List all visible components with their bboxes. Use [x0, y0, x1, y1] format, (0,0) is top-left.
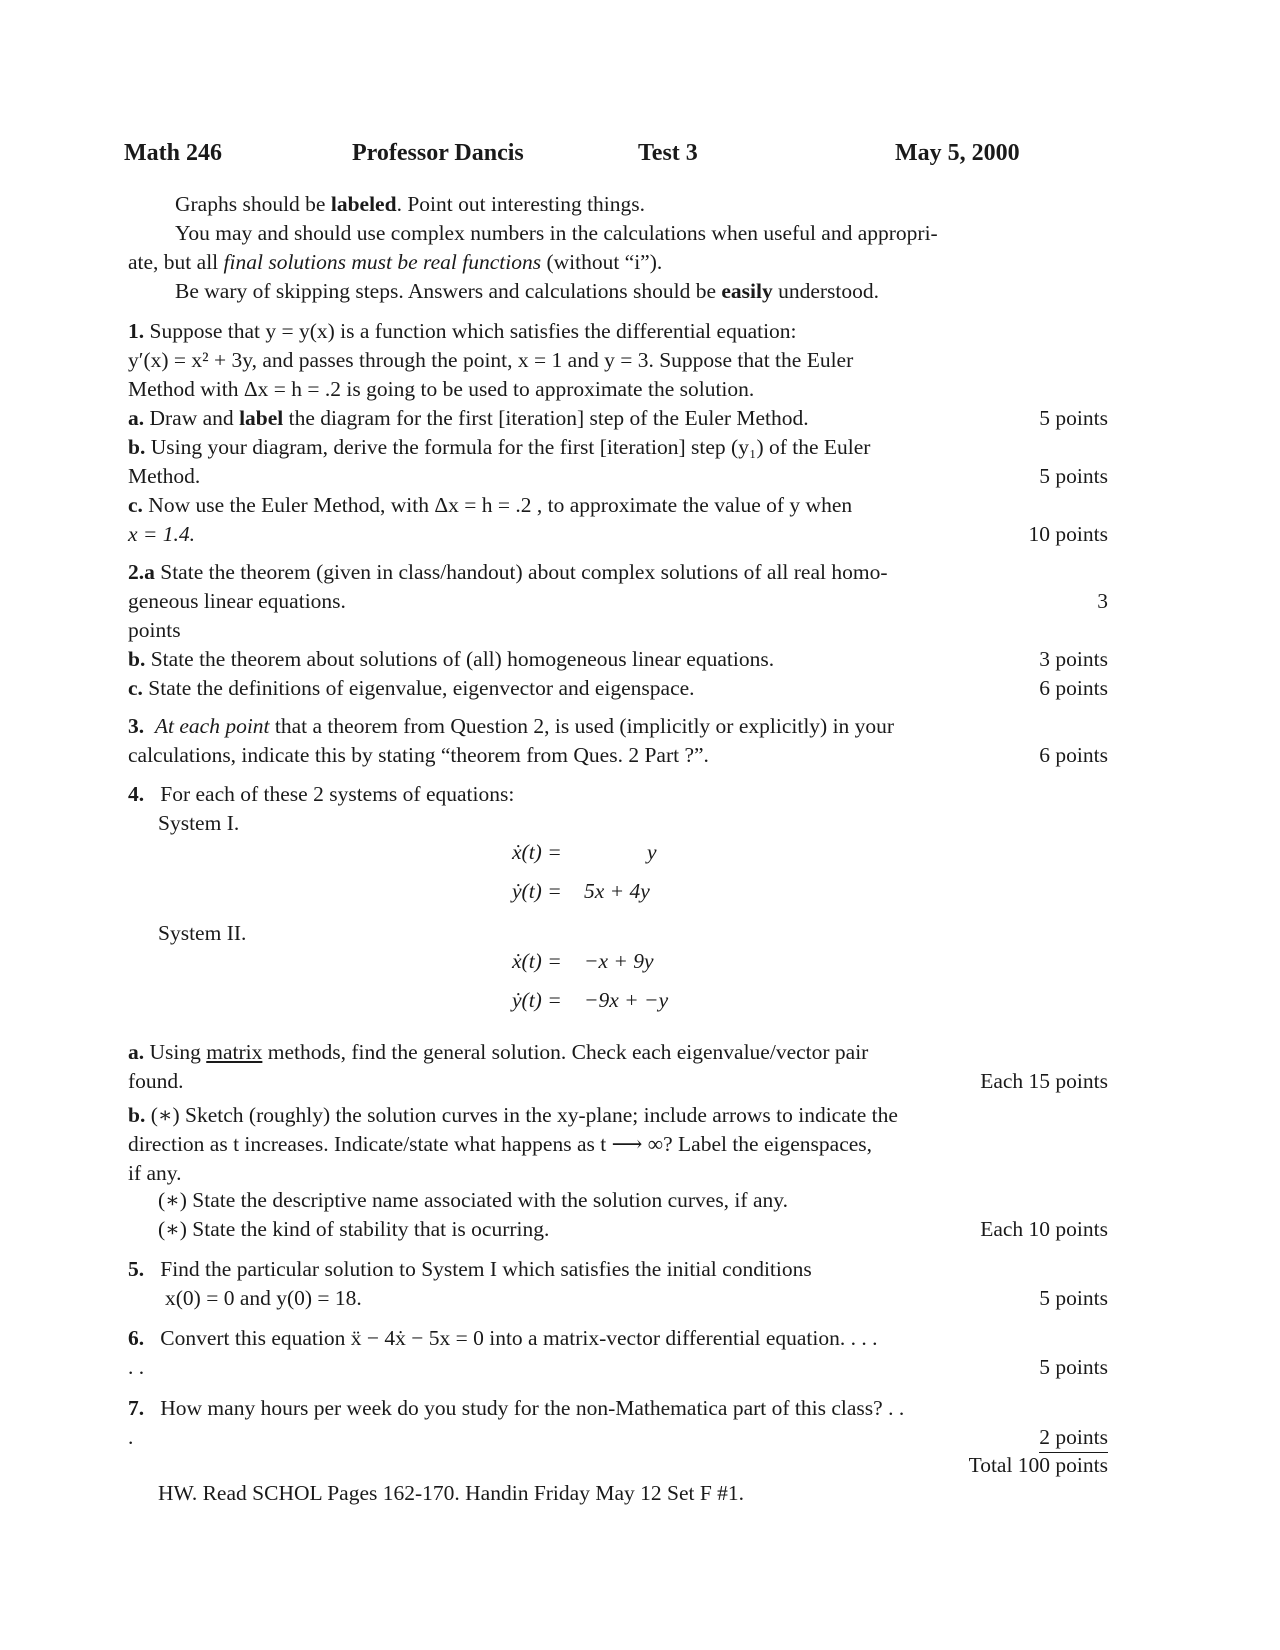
q1-line-3: Method with Δx = h = .2 is going to be used to approximate the solution. — [128, 377, 755, 401]
total-points: Total 100 points — [968, 1453, 1108, 1477]
q4a-line-1: a. Using matrix methods, find the general solution. Check each eigenvalue/vector pair — [128, 1040, 869, 1064]
sys1-eq2-lhs: ẏ(t) = — [512, 879, 562, 903]
q1c-points: 10 points — [1028, 522, 1108, 546]
intro-line-3: ate, but all final solutions must be real functions (without “i”). — [128, 250, 663, 274]
q6-points: 5 points — [1039, 1355, 1108, 1379]
q4-line-1: 4. For each of these 2 systems of equations: — [128, 782, 515, 806]
intro-line-2: You may and should use complex numbers in the calculations when useful and appropri- — [175, 221, 938, 245]
q1-line-2: y′(x) = x² + 3y, and passes through the point, x = 1 and y = 3. Suppose that the Euler — [128, 348, 854, 372]
q4b-line-4: (∗) State the descriptive name associated with the solution curves, if any. — [158, 1188, 788, 1212]
intro-line-1: Graphs should be labeled. Point out interesting things. — [175, 192, 646, 216]
sys1-eq1-rhs: y — [647, 840, 657, 864]
q4b-points: Each 10 points — [980, 1217, 1108, 1241]
q2a-points-number: 3 — [1097, 589, 1108, 613]
q4a-points: Each 15 points — [980, 1069, 1108, 1093]
q1-line-1: 1. Suppose that y = y(x) is a function which satisfies the differential equation: — [128, 319, 797, 343]
q4b-line-5: (∗) State the kind of stability that is ocurring. Each 10 points — [158, 1215, 1108, 1244]
sys1-eq1-lhs: ẋ(t) = — [512, 840, 562, 864]
q7-line-1: 7. How many hours per week do you study for the non-Mathematica part of this class? . . — [128, 1396, 905, 1420]
q2a-line-1: 2.a State the theorem (given in class/handout) about complex solutions of all real homo- — [128, 560, 888, 584]
q1a: a. Draw and label the diagram for the first [iteration] step of the Euler Method. 5 points — [128, 404, 1108, 433]
sys2-eq2-rhs: −9x + −y — [584, 988, 669, 1012]
q3-line-1: 3. At each point that a theorem from Question 2, is used (implicitly or explicitly) in your — [128, 714, 895, 738]
q3-points: 6 points — [1039, 743, 1108, 767]
test-name: Test 3 — [638, 140, 698, 166]
q5-points: 5 points — [1039, 1286, 1108, 1310]
q7-points: 2 points — [1039, 1423, 1108, 1453]
intro-line-4: Be wary of skipping steps. Answers and calculations should be easily understood. — [175, 279, 880, 303]
q2c-points: 6 points — [1039, 676, 1108, 700]
sys1-eq2-rhs: 5x + 4y — [584, 879, 650, 903]
q2a-line-2: geneous linear equations. 3 — [128, 587, 1108, 616]
q4b-line-2: direction as t increases. Indicate/state what happens as t ⟶ ∞? Label the eigenspaces, — [128, 1132, 873, 1156]
q1c-line-2: x = 1.4. 10 points — [128, 520, 1108, 549]
test-date: May 5, 2000 — [895, 140, 1020, 166]
q1b-line-2: Method. 5 points — [128, 462, 1108, 491]
course-title: Math 246 — [124, 140, 222, 166]
q5-line-2: x(0) = 0 and y(0) = 18. 5 points — [165, 1284, 1108, 1313]
q6-line-1: 6. Convert this equation ẍ − 4ẋ − 5x = 0 into a matrix-vector differential equation. . . . — [128, 1326, 878, 1350]
system-1-label: System I. — [158, 811, 240, 835]
q4b-line-1: b. (∗) Sketch (roughly) the solution curves in the xy-plane; include arrows to indicate the — [128, 1103, 898, 1127]
q1a-points: 5 points — [1039, 406, 1108, 430]
system-2-label: System II. — [158, 921, 247, 945]
sys2-eq1-rhs: −x + 9y — [584, 949, 654, 973]
q5-line-1: 5. Find the particular solution to System I which satisfies the initial conditions — [128, 1257, 812, 1281]
professor-name: Professor Dancis — [352, 140, 524, 166]
sys2-eq1-lhs: ẋ(t) = — [512, 949, 562, 973]
q7-line-2: . 2 points — [128, 1423, 1108, 1453]
homework-note: HW. Read SCHOL Pages 162-170. Handin Friday May 12 Set F #1. — [158, 1481, 745, 1505]
q2c: c. State the definitions of eigenvalue, eigenvector and eigenspace. 6 points — [128, 674, 1108, 703]
q3-line-2: calculations, indicate this by stating “theorem from Ques. 2 Part ?”. 6 points — [128, 741, 1108, 770]
q6-line-2: . . 5 points — [128, 1353, 1108, 1382]
q1b-points: 5 points — [1039, 464, 1108, 488]
q4a-line-2: found. Each 15 points — [128, 1067, 1108, 1096]
q2b: b. State the theorem about solutions of (all) homogeneous linear equations. 3 points — [128, 645, 1108, 674]
q4b-line-3: if any. — [128, 1161, 182, 1185]
total-line — [128, 1451, 1108, 1480]
q2b-points: 3 points — [1039, 647, 1108, 671]
q1c-line-1: c. Now use the Euler Method, with Δx = h = .2 , to approximate the value of y when — [128, 493, 853, 517]
sys2-eq2-lhs: ẏ(t) = — [512, 988, 562, 1012]
q1b-line-1: b. Using your diagram, derive the formula for the first [iteration] step (y₁) of the Euler — [128, 435, 871, 459]
q2a-points-word: points — [128, 618, 181, 642]
